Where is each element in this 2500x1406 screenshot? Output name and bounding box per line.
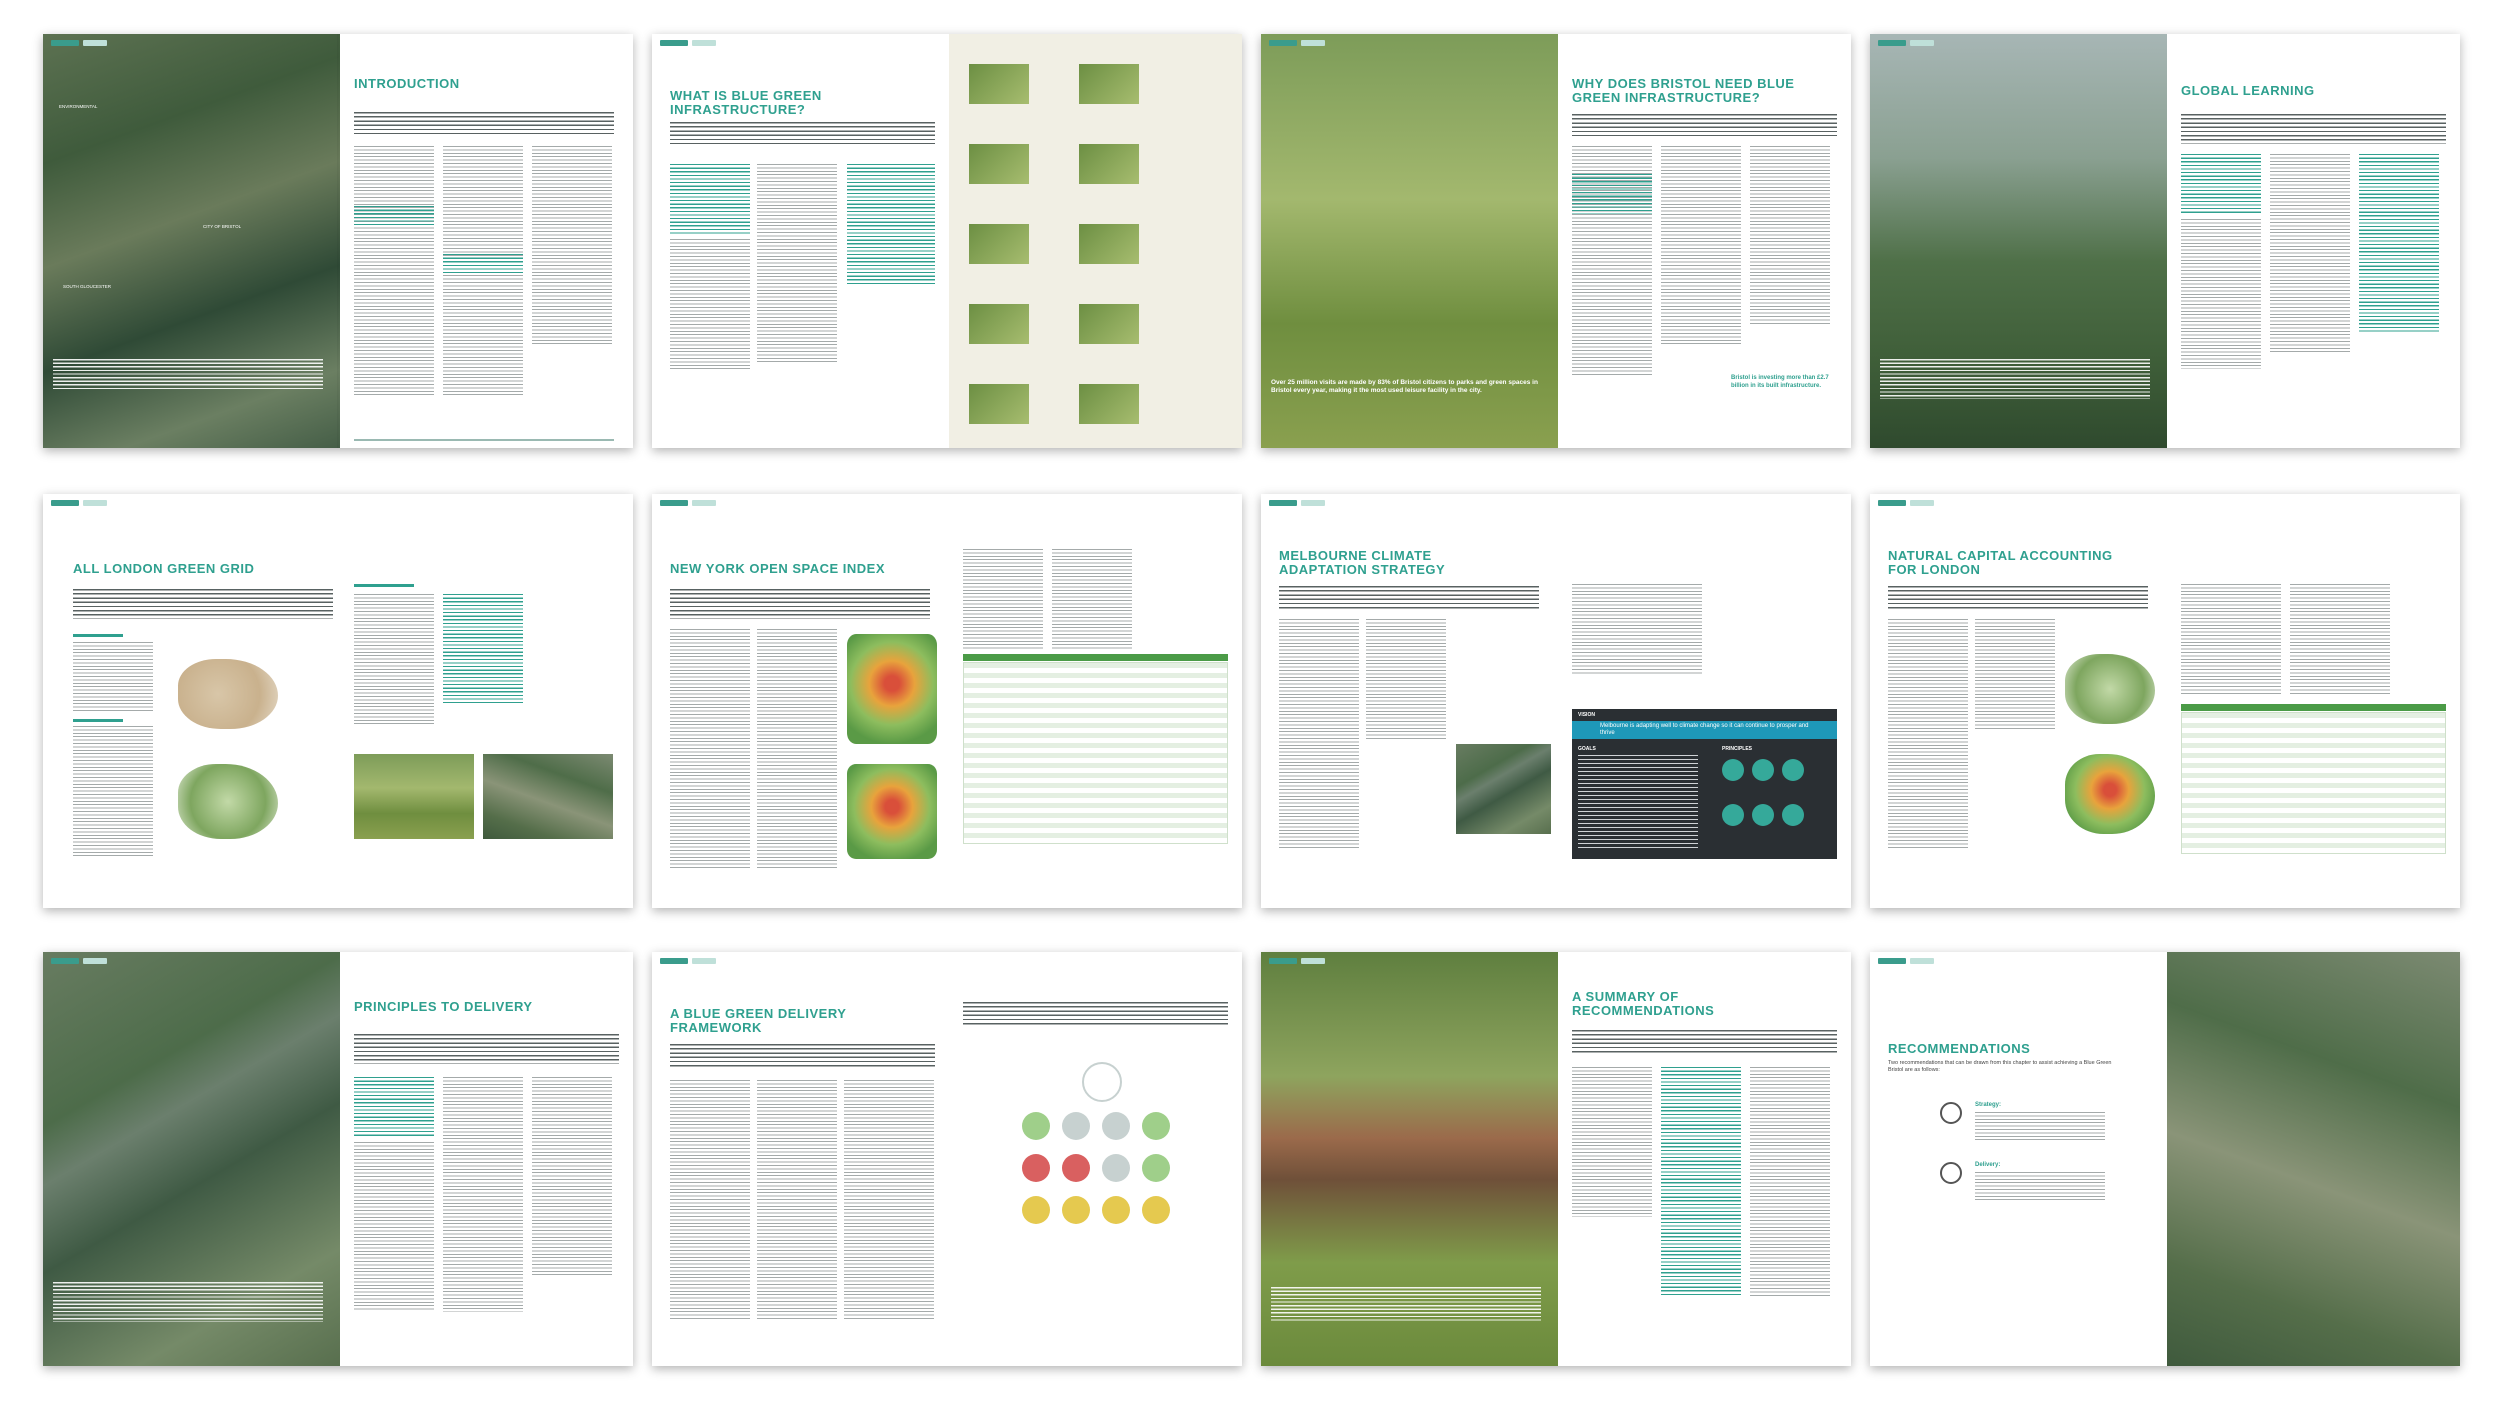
body-column: [73, 642, 153, 712]
lead-paragraph: [354, 112, 614, 134]
spread-natural-capital: [1870, 494, 2460, 908]
page-header: [1269, 40, 1325, 46]
spread-melbourne: [1261, 494, 1851, 908]
page-title: WHY DOES BRISTOL NEED BLUE GREEN INFRASTRUCTURE?: [1572, 76, 1795, 105]
strategy-title: Strategy:: [1975, 1102, 2002, 1108]
nyc-map: [847, 764, 937, 859]
body-column: [2290, 584, 2390, 694]
page-header: [1878, 40, 1934, 46]
lead-paragraph: [1572, 114, 1837, 136]
page-title: ALL LONDON GREEN GRID: [73, 561, 255, 576]
page-title: NATURAL CAPITAL ACCOUNTING FOR LONDON: [1888, 548, 2113, 577]
map-label: ENVIRONMENTAL: [59, 104, 98, 109]
spread-principles: [43, 952, 633, 1366]
body-column: [532, 146, 612, 346]
page-header: [660, 958, 716, 964]
body-column: [1279, 619, 1359, 849]
statistic-visits: Over 25 million visits are made by 83% of Bristol citizens to parks and green spaces in Bristol every year, making it the most used leisure facility in the city.: [1271, 379, 1538, 394]
body-column: [1661, 146, 1741, 346]
lead-paragraph: [1572, 1030, 1837, 1055]
page-title: INTRODUCTION: [354, 76, 460, 91]
body-column: [1572, 1067, 1652, 1217]
lead-paragraph: [1888, 586, 2148, 611]
bgi-list: [847, 164, 935, 284]
body-column: [757, 629, 837, 869]
body-column: [1052, 549, 1132, 649]
photo-caption: [1271, 1287, 1541, 1322]
body-column: [1750, 1067, 1830, 1297]
body-column: [963, 549, 1043, 649]
lead-paragraph: [354, 1034, 619, 1064]
park-photo: [354, 754, 474, 839]
vision-label: VISION: [1578, 712, 1595, 718]
map-label: SOUTH GLOUCESTER: [63, 284, 112, 289]
page-title: PRINCIPLES TO DELIVERY: [354, 999, 533, 1014]
highlight-text: [1572, 174, 1652, 214]
spread-what-is-bgi: [652, 34, 1242, 448]
nyc-map: [847, 634, 937, 744]
london-map: [2065, 754, 2155, 834]
page-header: [660, 500, 716, 506]
page-title: WHAT IS BLUE GREEN INFRASTRUCTURE?: [670, 88, 822, 117]
body-column: [1572, 584, 1702, 674]
highlight-text: [670, 164, 750, 234]
strategy-text: [1975, 1112, 2105, 1142]
index-table-header: [963, 654, 1228, 661]
spread-why-bristol: [1261, 34, 1851, 448]
body-column: [354, 1142, 434, 1312]
vision-panel: [1572, 709, 1837, 859]
page-title: A SUMMARY OF RECOMMENDATIONS: [1572, 989, 1715, 1018]
highlight-text: [354, 1077, 434, 1137]
target-icon: [1940, 1162, 1962, 1184]
page-title: A BLUE GREEN DELIVERY FRAMEWORK: [670, 1006, 847, 1035]
body-column: [757, 1080, 837, 1320]
delivery-title: Delivery:: [1975, 1162, 2001, 1168]
accounts-table: [2181, 712, 2446, 854]
body-column: [73, 726, 153, 856]
body-column: [1750, 146, 1830, 326]
body-column: [670, 629, 750, 869]
body-column: [757, 164, 837, 364]
recommendation-list: [1661, 1067, 1741, 1297]
waterfront-photo: [1456, 744, 1551, 834]
page-header: [51, 40, 107, 46]
spread-delivery-framework: [652, 952, 1242, 1366]
page-header: [1269, 500, 1325, 506]
body-column: [354, 594, 434, 724]
page-title: GLOBAL LEARNING: [2181, 83, 2315, 98]
body-column: [670, 1080, 750, 1320]
highlight-text: [2181, 154, 2261, 214]
london-map: [2065, 654, 2155, 724]
delivery-text: [1975, 1172, 2105, 1202]
statistic-investment: Bristol is investing more than £2.7 billion in its built infrastructure.: [1731, 375, 1829, 389]
lead-paragraph: [670, 589, 930, 619]
page-header: [1878, 500, 1934, 506]
principles-label: PRINCIPLES: [1722, 746, 1753, 752]
page-title: NEW YORK OPEN SPACE INDEX: [670, 561, 885, 576]
aerial-city-photo: [2167, 952, 2460, 1366]
spread-london-green-grid: [43, 494, 633, 908]
page-header: [1269, 958, 1325, 964]
spread-summary: [1261, 952, 1851, 1366]
body-column: [1888, 619, 1968, 849]
lead-paragraph: [1279, 586, 1539, 611]
photo-caption: [53, 359, 323, 389]
lead-paragraph: [73, 589, 333, 619]
body-column: [532, 1077, 612, 1277]
body-column: [844, 1080, 934, 1320]
page-title: MELBOURNE CLIMATE ADAPTATION STRATEGY: [1279, 548, 1446, 577]
goals-label: GOALS: [1578, 746, 1596, 752]
body-column: [1975, 619, 2055, 729]
body-column: [2181, 219, 2261, 369]
spread-introduction: [43, 34, 633, 448]
intro-text: Two recommendations that can be drawn from this chapter to assist achieving a Blue Green Bristol are as follows:: [1888, 1060, 2112, 1073]
map-label: CITY OF BRISTOL: [203, 224, 242, 229]
photo-caption: [53, 1282, 323, 1322]
lead-paragraph: [670, 122, 935, 144]
spread-recommendations: [1870, 952, 2460, 1366]
spread-new-york: [652, 494, 1242, 908]
photo-caption: [1880, 359, 2150, 399]
highlight-text: [443, 254, 523, 274]
page-header: [660, 40, 716, 46]
body-column: [670, 239, 750, 369]
lead-paragraph: [670, 1044, 935, 1069]
page-title: RECOMMENDATIONS: [1888, 1041, 2031, 1056]
accounts-table-header: [2181, 704, 2446, 711]
park-photo: [483, 754, 613, 839]
page-header: [51, 958, 107, 964]
framework-diagram: [1012, 1062, 1192, 1262]
body-column: [443, 1077, 523, 1312]
body-column: [354, 146, 434, 396]
lead-paragraph: [963, 1002, 1228, 1027]
examples-list: [2359, 154, 2439, 334]
footer: [354, 439, 614, 441]
vision-statement: Melbourne is adapting well to climate change so it can continue to prosper and thrive: [1600, 723, 1809, 736]
london-map: [178, 659, 278, 729]
body-column: [1366, 619, 1446, 739]
body-column: [2270, 154, 2350, 354]
lead-paragraph: [2181, 114, 2446, 144]
highlight-text: [354, 206, 434, 226]
page-header: [51, 500, 107, 506]
london-map: [178, 764, 278, 839]
index-table: [963, 662, 1228, 844]
spread-global-learning: [1870, 34, 2460, 448]
lightbulb-icon: [1940, 1102, 1962, 1124]
photo-grid-panel: [949, 34, 1242, 448]
body-column: [2181, 584, 2281, 694]
page-header: [1878, 958, 1934, 964]
highlight-text: [443, 594, 523, 704]
